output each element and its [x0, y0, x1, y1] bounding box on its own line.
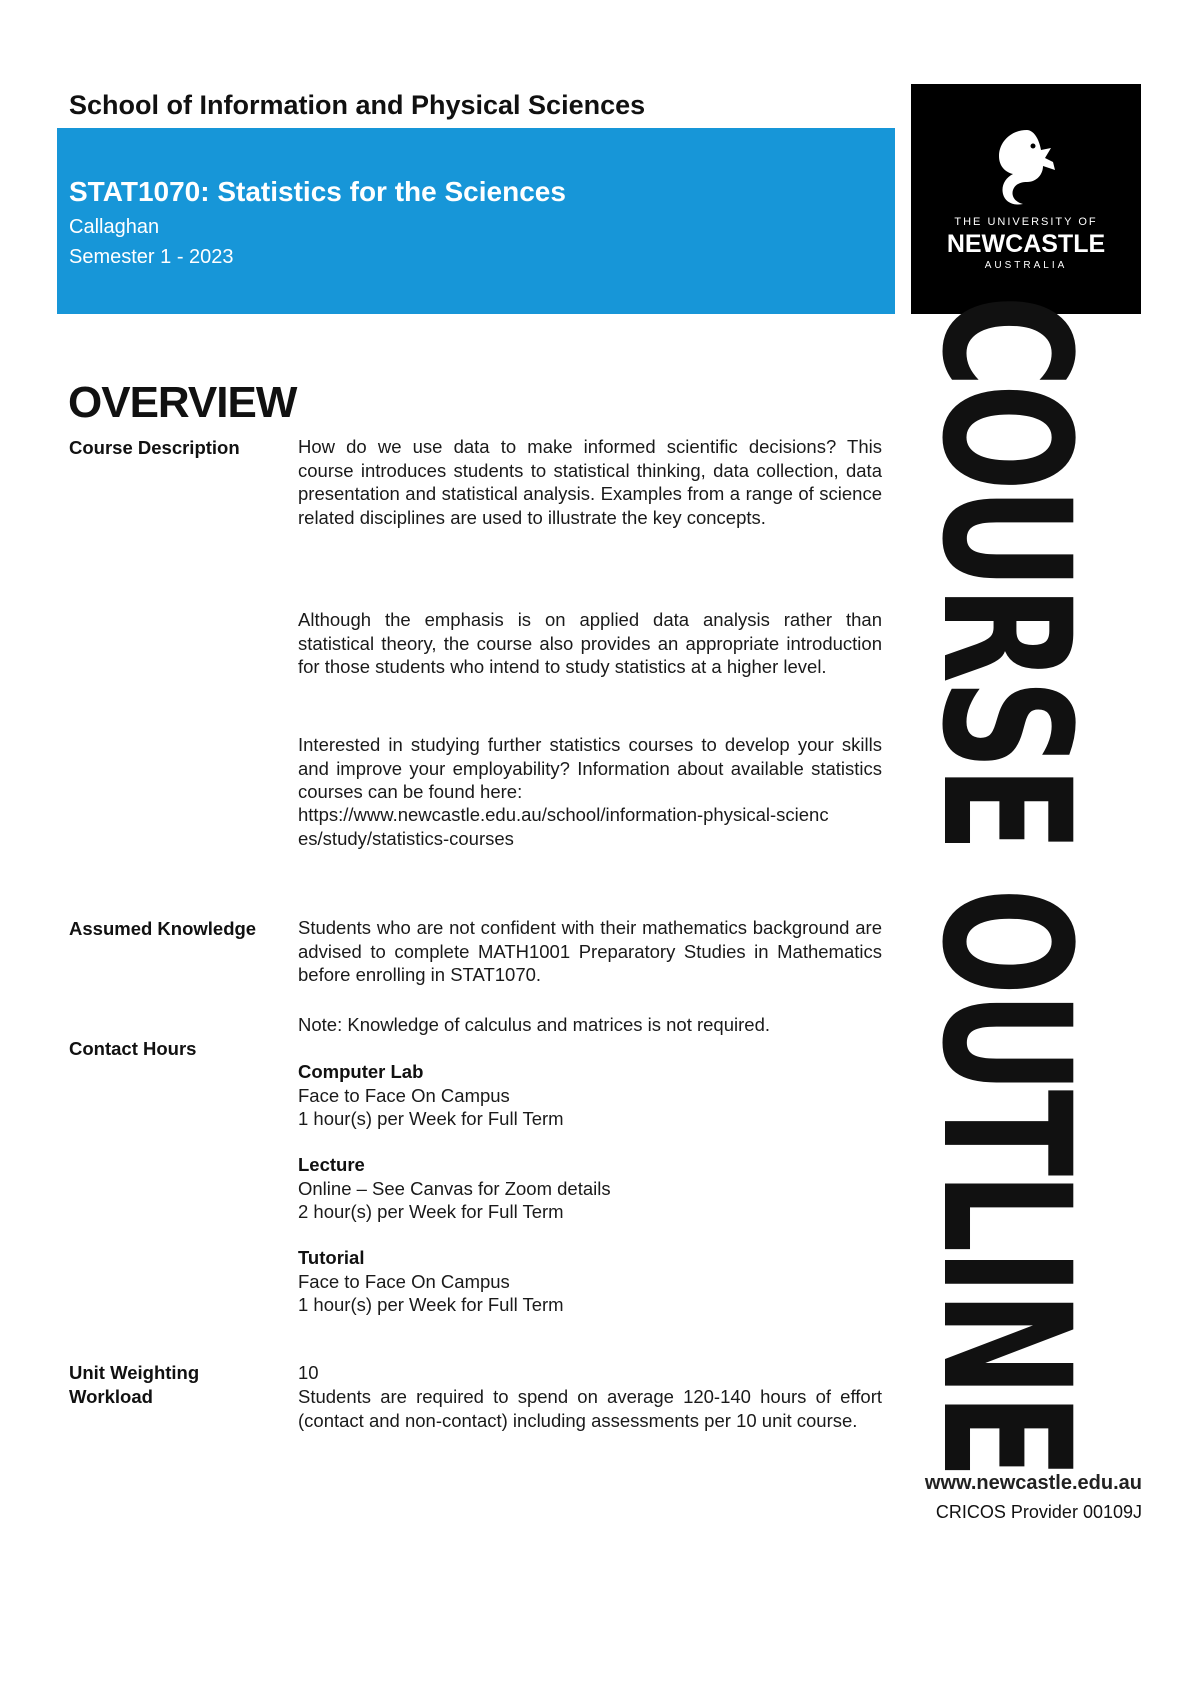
side-title: COURSE OUTLINE: [903, 294, 1108, 1476]
side-title-region: [903, 294, 1108, 1476]
school-name: School of Information and Physical Sciences: [69, 90, 646, 120]
course-description-p3: Interested in studying further statistics courses to develop your skills and improve your employability? Information about available statistics courses can be found here:: [298, 734, 882, 802]
assumed-knowledge-note: Note: Knowledge of calculus and matrices is not required.: [298, 1014, 771, 1035]
contact-item-computer-lab: Computer Lab Face to Face On Campus 1 hour(s) per Week for Full Term: [298, 1061, 564, 1129]
campus: Callaghan: [69, 216, 160, 238]
university-website-link[interactable]: www.newcastle.edu.au: [924, 1472, 1142, 1494]
unit-weighting-label: Unit Weighting: [69, 1362, 200, 1383]
course-description-label: Course Description: [69, 437, 240, 458]
contact-hours-label: Contact Hours: [69, 1038, 197, 1059]
logo-line-3: AUSTRALIA: [984, 260, 1068, 271]
course-code-title: STAT1070: Statistics for the Sciences: [69, 176, 566, 207]
contact-item-tutorial: Tutorial Face to Face On Campus 1 hour(s) per Week for Full Term: [298, 1247, 564, 1315]
semester: Semester 1 - 2023: [69, 246, 234, 268]
workload-label: Workload: [69, 1386, 153, 1407]
course-banner: [57, 128, 895, 314]
logo-line-2: NEWCASTLE: [946, 230, 1106, 258]
statistics-courses-link[interactable]: https://www.newcastle.edu.au/school/information-physical-sciences/study/statistics-courses: [298, 804, 829, 849]
contact-item-lecture: Lecture Online – See Canvas for Zoom details 2 hour(s) per Week for Full Term: [298, 1154, 611, 1222]
cricos-provider: CRICOS Provider 00109J: [935, 1502, 1142, 1522]
unit-weighting-value: 10: [298, 1362, 319, 1383]
logo-line-1: THE UNIVERSITY OF: [954, 216, 1098, 228]
assumed-knowledge-p1: Students who are not confident with their mathematics background are advised to complete MATH1001 Preparatory Studies in Mathematics before enrolling in STAT1070.: [298, 917, 882, 985]
course-description-p2: Although the emphasis is on applied data analysis rather than statistical theory, the course also provides an appropriate introduction for those students who intend to study statistics at a higher level.: [298, 609, 882, 677]
course-description-p1: How do we use data to make informed scientific decisions? This course introduces students to statistical thinking, data collection, data presentation and statistical analysis. Examples from a range of science related disciplines are used to illustrate the key concepts.: [298, 436, 882, 528]
assumed-knowledge-label: Assumed Knowledge: [69, 918, 257, 939]
overview-heading: OVERVIEW: [68, 378, 297, 427]
workload-value: Students are required to spend on average 120-140 hours of effort (contact and non-contact) including assessments per 10 unit course.: [298, 1386, 882, 1431]
